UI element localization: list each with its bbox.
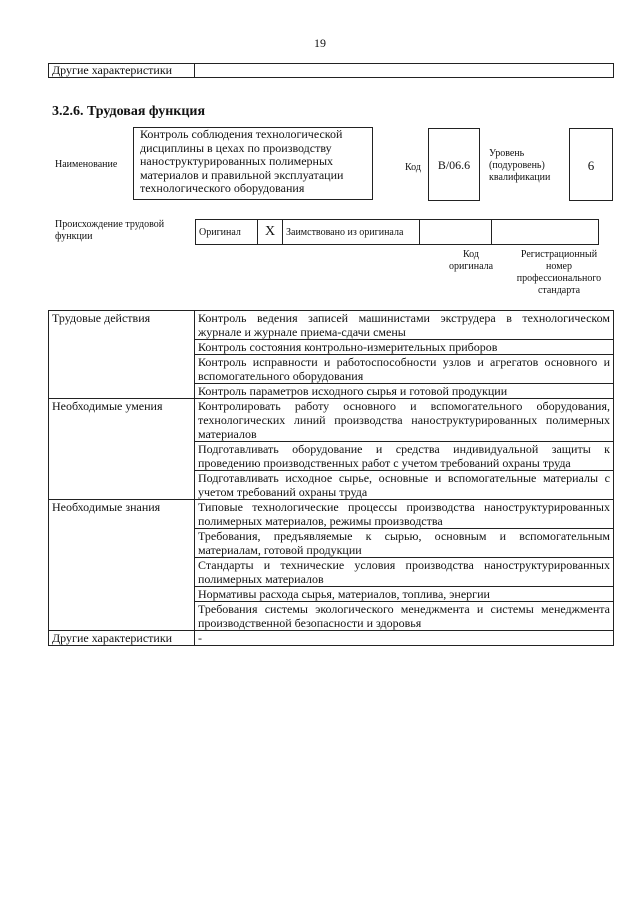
- table-row: [49, 399, 614, 442]
- origin-label-line: функции: [55, 231, 93, 242]
- level-value: 6: [569, 128, 613, 201]
- origin-borrowed: Заимствовано из оригинала: [283, 220, 420, 245]
- origin-code-caption: [430, 249, 512, 273]
- caption-line: Регистрационный: [520, 249, 598, 260]
- code-label: Код: [405, 162, 421, 173]
- caption-line: стандарта: [537, 285, 581, 296]
- table-row: [49, 631, 614, 646]
- origin-original: Оригинал: [196, 220, 258, 245]
- table-cell: Типовые технологические процессы производства наноструктурированных полимерных материалов, режимы производства: [195, 500, 614, 529]
- name-label: Наименование: [55, 159, 118, 170]
- table-cell: Контроль параметров исходного сырья и готовой продукции: [195, 384, 614, 399]
- section-title: 3.2.6. Трудовая функция: [52, 104, 206, 119]
- function-name-line: наноструктурированных полимерных: [140, 154, 334, 168]
- function-name-line: технологического оборудования: [140, 181, 305, 195]
- origin-reg-cell: [492, 220, 599, 245]
- table-cell: Контроль исправности и работоспособности узлов и агрегатов основного и вспомогательного оборудования: [195, 355, 614, 384]
- caption-line: оригинала: [448, 261, 494, 272]
- origin-label: [55, 219, 195, 243]
- table-cell: Стандарты и технические условия производства наноструктурированных полимерных материалов: [195, 558, 614, 587]
- table-cell: Требования, предъявляемые к сырью, основным и вспомогательным материалам, готовой продукции: [195, 529, 614, 558]
- origin-label-line: Происхождение трудовой: [55, 219, 165, 230]
- other-characteristics-value: [195, 64, 614, 78]
- table-cell: Контроль состояния контрольно-измерительных приборов: [195, 340, 614, 355]
- origin-table: [195, 219, 599, 245]
- row-header: Другие характеристики: [49, 631, 195, 646]
- function-name-line: материалов и правильной эксплуатации: [140, 167, 344, 182]
- caption-line: профессионального: [516, 273, 602, 284]
- table-row: [49, 500, 614, 529]
- caption-line: номер: [546, 261, 572, 272]
- function-name-line: Контроль соблюдения технологической: [140, 127, 343, 141]
- table-cell: Подготавливать исходное сырье, основные и вспомогательные материалы с учетом требований охраны труда: [195, 471, 614, 500]
- table-cell: Контролировать работу основного и вспомогательного оборудования, технологических линий производства наноструктурированных полимерных материалов: [195, 399, 614, 442]
- table-cell: Контроль ведения записей машинистами экструдера в технологическом журнале и журнале приема-сдачи смены: [195, 311, 614, 340]
- level-label: [489, 148, 564, 184]
- function-details-table: [48, 310, 614, 646]
- caption-line: Код: [463, 249, 479, 260]
- row-header: Трудовые действия: [49, 311, 195, 399]
- row-header: Необходимые знания: [49, 500, 195, 631]
- function-name-line: дисциплины в цехах по производству: [140, 140, 332, 155]
- table-cell: -: [195, 631, 614, 646]
- row-header: Необходимые умения: [49, 399, 195, 500]
- level-label-line: (подуровень): [489, 160, 545, 171]
- table-row: [49, 311, 614, 340]
- origin-reg-caption: [505, 249, 613, 297]
- other-characteristics-table: [48, 63, 614, 78]
- origin-mark: X: [258, 220, 283, 245]
- origin-code-cell: [420, 220, 492, 245]
- function-name-box: [133, 127, 373, 200]
- table-cell: Подготавливать оборудование и средства индивидуальной защиты к проведению производственных работ с учетом требований охраны труда: [195, 442, 614, 471]
- level-label-line: квалификации: [489, 172, 551, 183]
- page-number: 19: [314, 36, 326, 50]
- table-cell: Нормативы расхода сырья, материалов, топлива, энергии: [195, 587, 614, 602]
- other-characteristics-label: Другие характеристики: [49, 64, 195, 78]
- table-cell: Требования системы экологического менеджмента и системы менеджмента производственной безопасности и здоровья: [195, 602, 614, 631]
- level-label-line: Уровень: [489, 148, 525, 159]
- code-value: B/06.6: [428, 128, 480, 201]
